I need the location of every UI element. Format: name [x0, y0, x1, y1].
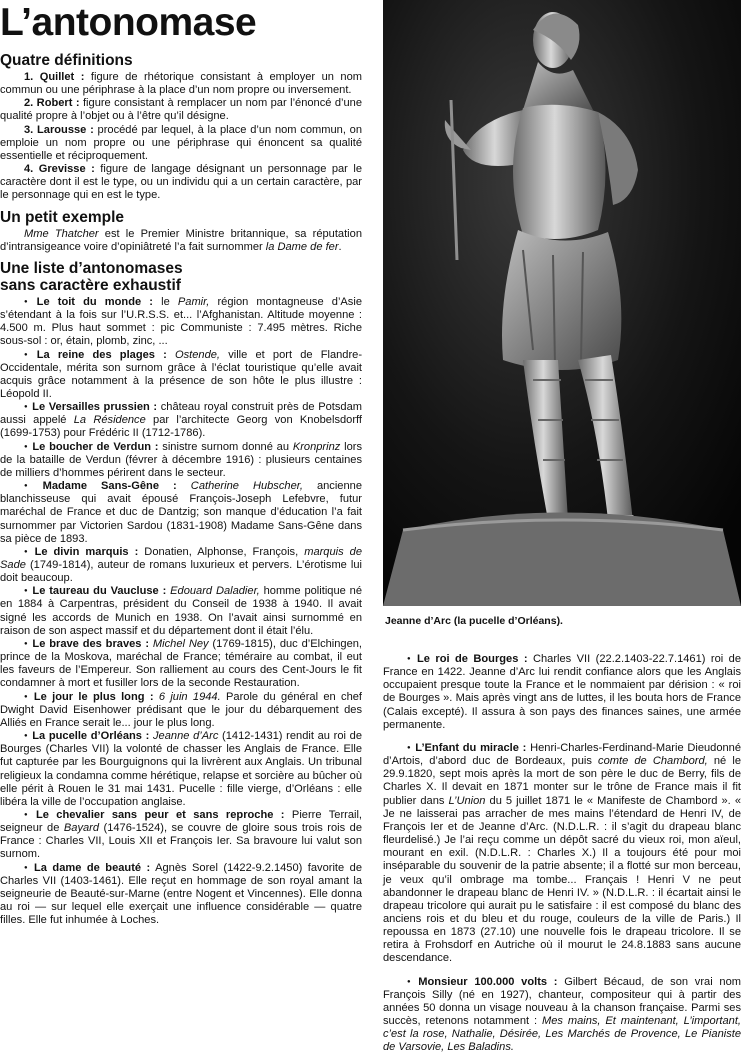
definition-2: [0, 97, 362, 123]
entry-italic: La Résidence: [73, 414, 146, 427]
entry-reine: [0, 349, 362, 402]
page-title: L’antonomase: [0, 1, 257, 44]
right-column: [383, 0, 741, 1055]
entry-pucelle-label: ● La pucelle d’Orléans :: [24, 730, 149, 742]
entry-text: lors de la bataille de Verdun (févrer à décembre 1916) : plusieurs centaines de milliers d’hommes périrent dans le secteur.: [0, 440, 362, 479]
entry-text: Donatien, Alphonse, François,: [138, 545, 305, 558]
list-heading-line1: Une liste d’antonomases: [0, 259, 183, 277]
entry-marquis: [0, 546, 362, 585]
entry-versailles-label: ● Le Versailles prussien :: [24, 401, 157, 413]
definitions-heading: Quatre définitions: [0, 52, 133, 69]
entry-dame: [0, 862, 362, 928]
example-mme: Mme Thatcher: [24, 227, 99, 240]
entry-italic: Edouard Daladier,: [166, 585, 260, 598]
example-text: est le Premier Ministre britannique, sa réputation d’intransigeance voire d’opiniâtreté l’a fait surnommer: [0, 227, 362, 253]
entry-text: (1412-1431) rendit au roi de Bourges (Charles VII) la volonté de chasser les Anglais de France. Elle fut capturée par les Bourguignons qui la livrèrent aux Anglais. Un tribunal religieux la condamna comme hérétique, relapse et sorcière au bûcher où elle périt à Rouen le 31 mai 1431. Pucelle : fille vierge, d’Orléans : elle libéra la ville de l’occupation anglaise.: [0, 730, 362, 808]
definition-1: [0, 71, 362, 97]
entry-text: (1749-1814), auteur de romans luxurieux et pervers. L’érotisme lui doit beaucoup.: [0, 559, 362, 585]
entry-text: Parole du général en chef Dwight David Eisenhower prédisant que le jour du débarquement des Alliés en France serait le... jour le plus long.: [0, 690, 362, 729]
entry-boucher: [0, 441, 362, 480]
definition-1-text: figure de rhétorique consistant à employer un nom commun ou une périphrase à la place d’un nom propre ou inversement.: [0, 71, 362, 97]
entry-sansgene-label: ● Madame Sans-Gêne :: [24, 480, 177, 492]
entry-versailles: [0, 401, 362, 440]
entry-jour: [0, 691, 362, 730]
entry-roi: [383, 653, 741, 732]
entry-text: par l’architecte Georg von Knobelsdorff (1699-1753) pour Frédéric II (1712-1786).: [0, 414, 362, 440]
entry-text: homme politique né en 1884 à Carpentras, président du Conseil de 1938 à 1940. Il avait signé les accords de Munich en 1938. On l’avait ainsi surnommé en raison de son aspect massif et du département dont il était l’élu.: [0, 585, 362, 637]
entry-italic: comte de Chambord,: [598, 755, 708, 768]
entry-italic: Kronprinz: [292, 440, 341, 453]
entry-text: du 5 juillet 1871 le « Manifeste de Chambord ». « Je ne laisserai pas arracher de mes mains l’étendard de Henri IV, de François Ier et de Jeanne d’Arc. (N.D.L.R. : il s’agit du drapeau blanc fleurdelisé.) Je l’ai reçu comme un dépôt sacré du vieux roi, mon aïeul, mourant en exil. (N.D.L.R. : Charles X.) Il a toujours été pour moi inséparable du souvenir de la patrie absente; il a flotté sur mon berceau, je veux qu’il ombrage ma tombe... Français ! Henri V ne peut abandonner le drapeau blanc de Henri IV. » (N.D.L.R. : il écartait ainsi le drapeau tricolore qui aurait pu le satisfaire : il est composé du blanc des anciens rois et du bleu et du rouge, couleurs de la ville de Paris.) Il repoussa en 1873 (27.10) une nouvelle fois le drapeau tricolore. Il se retira à Frohsdorf en Autriche où il mourut le 24.8.1883 sans aucune descendance.: [383, 794, 741, 965]
entry-italic: Michel Ney: [149, 637, 209, 650]
figure-caption: Jeanne d’Arc (la pucelle d’Orléans).: [385, 615, 563, 627]
entry-text: sinistre surnom donné au: [158, 440, 293, 453]
entry-text: ville et port de Flandre-Occidentale, mérita son surnom grâce à l’éclat touristique qu’elle avait acquis grâce notamment à la présence de son hôte le plus illustre : Léopold II.: [0, 348, 363, 400]
entry-text: le: [152, 295, 178, 308]
entry-chevalier-label: ● Le chevalier sans peur et sans reproche :: [24, 809, 285, 821]
entry-text: Agnès Sorel (1422-9.2.1450) favorite de Charles VII (1403-1461). Elle reçut en hommage de son royal amant la seigneurie de Beauté-sur-Marne (entre Nogent et Vincennes). Elle donna au roi — sur lequel elle exerçait une influence considérable — quatre filles. Elle fut inhumée à Loches.: [0, 861, 362, 927]
list-heading-line2: sans caractère exhaustif: [0, 276, 181, 294]
entry-italic: Pamir,: [177, 295, 210, 308]
definition-4-label: 4. Grevisse :: [24, 163, 95, 176]
entry-enfant: [383, 742, 741, 966]
entry-marquis-label: ● Le divin marquis :: [24, 546, 138, 558]
entry-italic: L’Union: [448, 794, 486, 807]
definition-4: [0, 163, 362, 202]
entry-toit: [0, 296, 362, 349]
example-italic: la Dame de fer: [265, 240, 339, 253]
entry-italic: Catherine Hubscher,: [176, 480, 303, 493]
entry-roi-label: ● Le roi de Bourges :: [407, 653, 528, 665]
entry-chevalier: [0, 809, 362, 862]
entry-italic: Jeanne d’Arc: [149, 730, 219, 743]
entry-enfant-label: ● L’Enfant du miracle :: [407, 742, 526, 754]
statue-illustration: [383, 0, 741, 606]
list-heading: [0, 260, 362, 294]
entry-sansgene: [0, 480, 362, 546]
entry-italic: Ostende,: [166, 348, 221, 361]
entry-brave: [0, 638, 362, 691]
entry-boucher-label: ● Le boucher de Verdun :: [24, 441, 159, 453]
entry-pucelle: [0, 730, 362, 809]
definition-3-text: procédé par lequel, à la place d’un nom commun, on emploie un nom propre ou une périphrase qui énoncent sa qualité essentielle et réciproquement.: [0, 123, 363, 162]
entry-text: Pierre Terrail, seigneur de: [0, 808, 363, 835]
entry-text: Gilbert Bécaud, de son vrai nom François Silly (né en 1927), chanteur, compositeur qui à partir des années 50 donna un visage nouveau à la chanson française. Parmi ses succès, retenons notamment :: [383, 975, 741, 1028]
entry-text: ancienne blanchisseuse qui avait épousé François-Joseph Lefebvre, futur maréchal de France et duc de Dantzig; son manque d’éducation l’a fait surnommer par Victorien Sardou (1831-1908) Madame Sans-Gêne dans sa pièce de 1893.: [0, 480, 362, 545]
entry-brave-label: ● Le brave des braves :: [24, 638, 149, 650]
entry-text: Henri-Charles-Ferdinand-Marie Dieudonné d’Artois, d’abord duc de Bordeaux, puis: [383, 741, 741, 768]
entry-text: Charles VII (22.2.1403-22.7.1461) roi de France en 1422. Jeanne d’Arc lui rendit confiance alors que les Anglais occupaient presque toute la France et le nommaient par dérision : « roi de Bourges ». Mais après vingt ans de luttes, il les bouta hors de France (Calais excepté). Il assura à son pays des finances saines, une armée permanente.: [383, 653, 741, 731]
statue-photo: [383, 0, 741, 606]
entry-text: château royal construit près de Potsdam aussi appelé: [0, 401, 363, 427]
entry-volts: [383, 976, 741, 1055]
definition-4-text: figure de langage désignant un personnage par le caractère dont il est le type, ou un individu qui a un certain caractère, par le personnage qui en est le type.: [0, 163, 363, 202]
definition-1-label: 1. Quillet :: [24, 71, 85, 83]
entry-taureau-label: ● Le taureau du Vaucluse :: [24, 585, 166, 597]
definition-2-text: figure consistant à remplacer un nom par l’énoncé d’une qualité propre à l’objet ou à l’être qu’il désigne.: [0, 97, 362, 123]
example-paragraph: [0, 228, 362, 254]
entry-reine-label: ● La reine des plages :: [24, 349, 167, 361]
example-heading: Un petit exemple: [0, 208, 125, 226]
example-end: .: [338, 240, 342, 253]
entry-italic: Mes mains, Et maintenant, L’important, c’est la rose, Nathalie, Désirée, Les Marchés de Provence, Le Pianiste de Varsovie, Les Baladins.: [383, 1015, 741, 1054]
entry-taureau: [0, 585, 362, 638]
left-column: [0, 0, 362, 927]
entry-dame-label: ● La dame de beauté :: [24, 862, 150, 874]
entry-text: (1769-1815), duc d’Elchingen, prince de la Moskova, maréchal de France; téméraire au combat, il eut les faveurs de l’Empereur. Son ralliement au cours des Cent-Jours le fit condamner à mort et fusiller lors de la seconde Restauration.: [0, 637, 363, 690]
entry-text: (1476-1524), se couvre de gloire sous trois rois de France : Charles VII, Louis XII et François Ier. Sa bravoure lui valut son surnom.: [0, 822, 363, 861]
entry-italic: marquis de Sade: [0, 545, 363, 571]
entry-text: région montagneuse d’Asie s’étendant à la fois sur l’U.R.S.S. et... l’Afghanistan. Altitude moyenne : 4.500 m. Plus haut sommet : pic Communiste : 7.495 mètres. Riche sous-sol : or, étain, plomb, zinc, ...: [0, 295, 362, 348]
entry-toit-label: ● Le toit du monde :: [24, 296, 153, 308]
entry-italic: 6 juin 1944.: [153, 690, 221, 703]
entry-jour-label: ● Le jour le plus long :: [24, 691, 154, 703]
entry-italic: Bayard: [63, 822, 100, 835]
definition-3-label: 3. Larousse :: [24, 123, 94, 136]
definition-3: [0, 124, 362, 163]
definition-2-label: 2. Robert :: [24, 97, 80, 110]
entry-text: né le 29.9.1820, sept mois après la mort de son père le duc de Berry, fils de Charles X. Il devait en 1871 monter sur le trône de France mais il fit publier dans: [383, 755, 741, 807]
entry-volts-label: ● Monsieur 100.000 volts :: [407, 976, 558, 988]
